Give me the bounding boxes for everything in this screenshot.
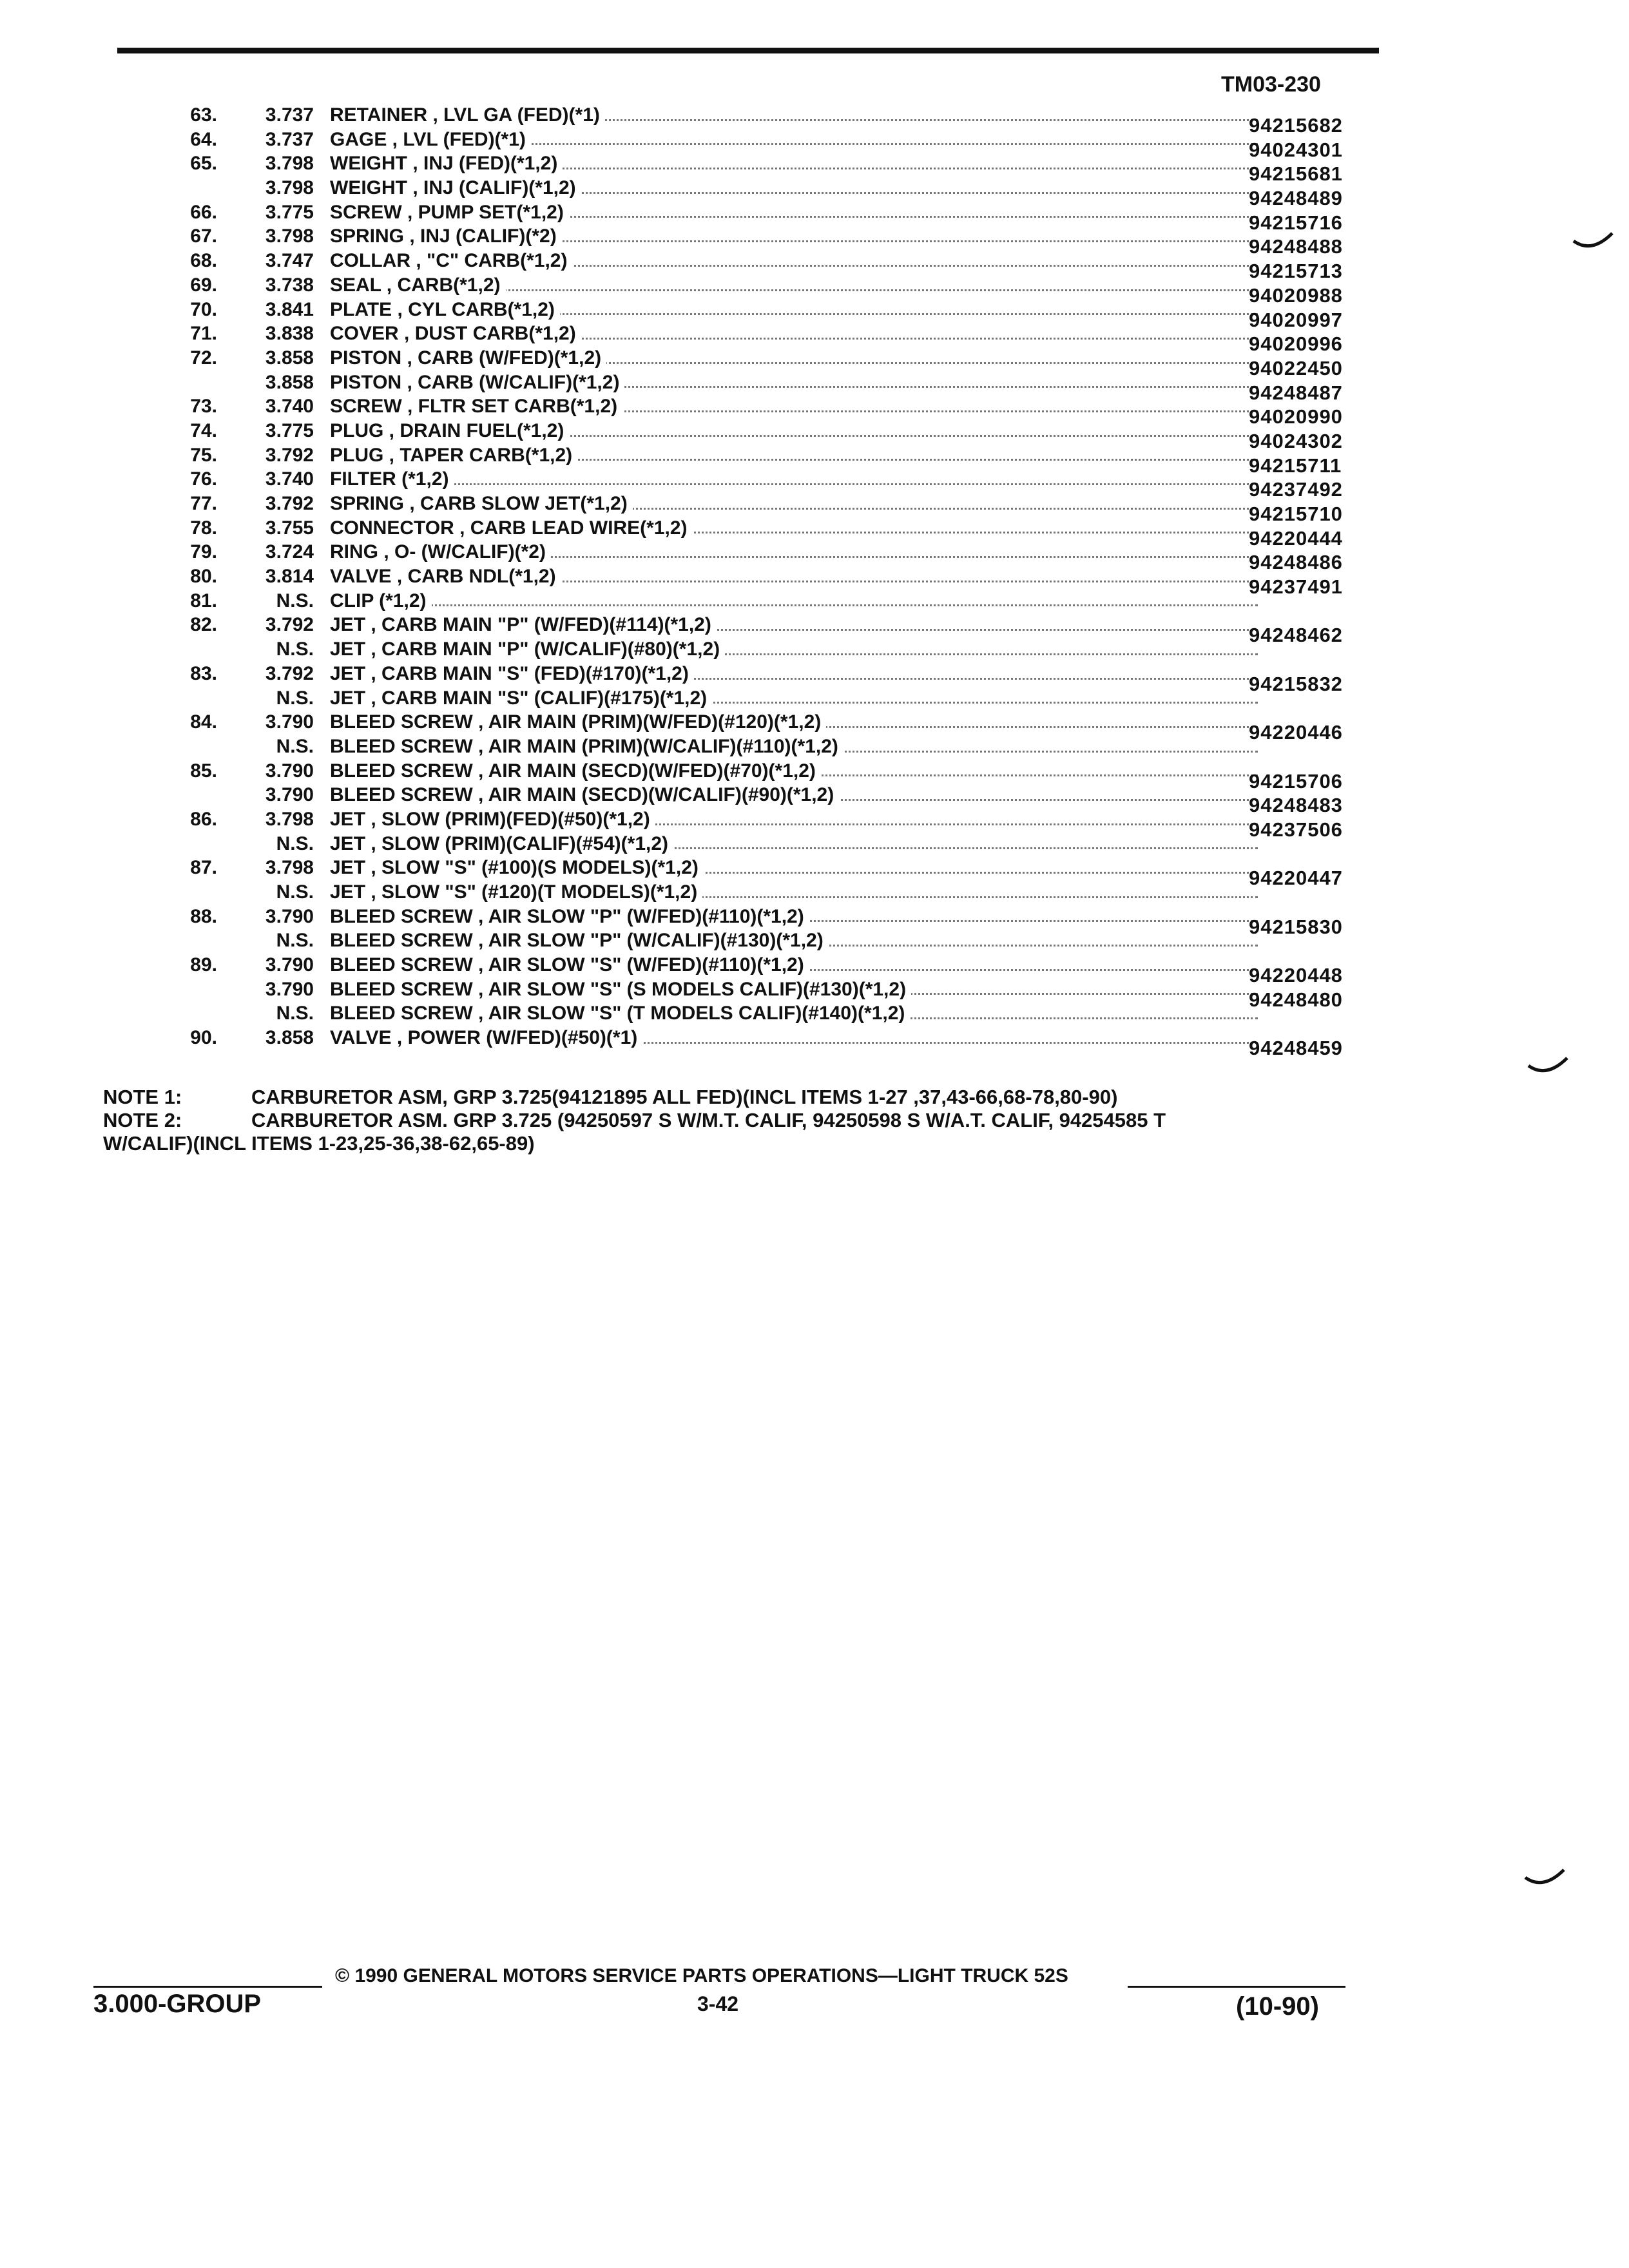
group-number: 3.790	[265, 905, 314, 927]
part-description	[330, 419, 1258, 443]
part-description	[330, 540, 1258, 564]
item-number: 67.	[190, 226, 217, 247]
table-row	[0, 807, 1629, 841]
part-description	[330, 370, 1258, 395]
group-number: 3.755	[265, 517, 314, 539]
group-number: 3.792	[265, 614, 314, 636]
part-description-text: JET , SLOW "S" (#100)(S MODELS)(*1,2)	[330, 857, 704, 878]
part-description-text: BLEED SCREW , AIR MAIN (PRIM)(W/FED)(#120)(*1,2)	[330, 711, 826, 733]
part-number: 94237506	[1249, 818, 1343, 841]
part-number: 94020996	[1249, 332, 1343, 356]
group-number: 3.775	[265, 419, 314, 441]
part-description	[330, 759, 1258, 783]
part-description-text: PLUG , DRAIN FUEL(*1,2)	[330, 420, 569, 441]
part-description-text: SPRING , INJ (CALIF)(*2)	[330, 226, 562, 247]
table-row	[0, 1026, 1629, 1060]
note-text: CARBURETOR ASM. GRP 3.725 (94250597 S W/M.T. CALIF, 94250598 S W/A.T. CALIF, 94254585 T	[251, 1109, 1166, 1131]
part-description	[330, 637, 1258, 662]
table-row	[0, 686, 1629, 711]
item-number: 73.	[190, 396, 217, 418]
item-number: 71.	[190, 323, 217, 345]
part-description-text: SEAL , CARB(*1,2)	[330, 274, 506, 296]
part-number: 94220447	[1249, 867, 1343, 890]
table-row	[0, 928, 1629, 953]
part-description-text: WEIGHT , INJ (CALIF)(*1,2)	[330, 177, 581, 198]
part-number: 94020997	[1249, 308, 1343, 331]
group-number: 3.738	[265, 274, 314, 296]
group-number: N.S.	[276, 735, 314, 757]
group-number: 3.724	[265, 541, 314, 563]
note-label: NOTE 2:	[103, 1109, 182, 1131]
part-number: 94220444	[1249, 526, 1343, 550]
part-description-text: RETAINER , LVL GA (FED)(*1)	[330, 104, 605, 126]
parts-list	[0, 103, 1629, 1060]
note-text: CARBURETOR ASM, GRP 3.725(94121895 ALL FED)(INCL ITEMS 1-27 ,37,43-66,68-78,80-90)	[251, 1086, 1118, 1108]
part-number: 94215710	[1249, 503, 1343, 525]
item-number: 75.	[190, 444, 217, 466]
part-description	[330, 103, 1258, 128]
group-number: 3.798	[265, 857, 314, 879]
group-number: N.S.	[276, 832, 314, 854]
part-number: 94248483	[1249, 794, 1343, 817]
part-description	[330, 200, 1258, 225]
part-description-text: JET , CARB MAIN "P" (W/FED)(#114)(*1,2)	[330, 614, 717, 635]
part-description-text: JET , SLOW (PRIM)(CALIF)(#54)(*1,2)	[330, 833, 673, 854]
part-number: 94215716	[1249, 211, 1343, 234]
group-number: 3.792	[265, 662, 314, 684]
item-number: 79.	[190, 541, 217, 563]
footer-copyright: © 1990 GENERAL MOTORS SERVICE PARTS OPERATIONS—LIGHT TRUCK 52S	[335, 1965, 1068, 1986]
part-description-text: VALVE , POWER (W/FED)(#50)(*1)	[330, 1027, 642, 1048]
item-number: 82.	[190, 614, 217, 636]
part-number: 94248459	[1249, 1037, 1343, 1060]
part-number: 94248489	[1249, 187, 1343, 210]
part-description	[330, 443, 1258, 468]
part-description	[330, 905, 1258, 929]
group-number: 3.737	[265, 104, 314, 126]
part-number: 94215706	[1249, 769, 1343, 793]
group-number: 3.790	[265, 954, 314, 976]
table-row	[0, 103, 1629, 137]
part-number: 94248486	[1249, 551, 1343, 574]
table-row	[0, 589, 1629, 613]
part-description-text: BLEED SCREW , AIR SLOW "P" (W/CALIF)(#130)(*1,2)	[330, 930, 829, 951]
part-description-text: JET , CARB MAIN "P" (W/CALIF)(#80)(*1,2)	[330, 639, 725, 660]
item-number: 84.	[190, 711, 217, 733]
part-description	[330, 928, 1258, 953]
part-number: 94248480	[1249, 988, 1343, 1011]
group-number: 3.737	[265, 128, 314, 150]
part-number: 94248488	[1249, 235, 1343, 258]
table-row	[0, 637, 1629, 662]
part-description	[330, 298, 1258, 322]
table-row	[0, 977, 1629, 1011]
table-row	[0, 224, 1629, 258]
item-number: 85.	[190, 760, 217, 782]
group-number: 3.798	[265, 177, 314, 199]
group-number: 3.792	[265, 493, 314, 514]
group-number: 3.740	[265, 468, 314, 490]
part-description-text: COVER , DUST CARB(*1,2)	[330, 323, 581, 344]
footer-rule-left	[93, 1986, 322, 1988]
part-description	[330, 176, 1258, 200]
table-row	[0, 759, 1629, 793]
item-number: 76.	[190, 468, 217, 490]
group-number: 3.798	[265, 153, 314, 175]
table-row	[0, 249, 1629, 283]
part-description	[330, 686, 1258, 711]
group-number: 3.814	[265, 566, 314, 588]
part-description-text: BLEED SCREW , AIR MAIN (PRIM)(W/CALIF)(#110)(*1,2)	[330, 736, 843, 757]
part-number: 94220448	[1249, 964, 1343, 987]
part-description-text: PLATE , CYL CARB(*1,2)	[330, 299, 560, 320]
part-description-text: JET , SLOW (PRIM)(FED)(#50)(*1,2)	[330, 809, 655, 830]
part-description-text: BLEED SCREW , AIR MAIN (SECD)(W/CALIF)(#90)(*1,2)	[330, 784, 839, 805]
part-description-text: CLIP (*1,2)	[330, 590, 432, 611]
part-description	[330, 710, 1258, 735]
group-number: N.S.	[276, 930, 314, 952]
table-row	[0, 346, 1629, 380]
part-description	[330, 856, 1258, 880]
footer-date: (10-90)	[1236, 1992, 1319, 2021]
item-number: 68.	[190, 250, 217, 272]
item-number: 90.	[190, 1027, 217, 1049]
part-number: 94020988	[1249, 284, 1343, 307]
table-row	[0, 1001, 1629, 1026]
table-row	[0, 419, 1629, 452]
item-number: 72.	[190, 347, 217, 369]
part-description-text: BLEED SCREW , AIR SLOW "S" (T MODELS CALIF)(#140)(*1,2)	[330, 1003, 910, 1024]
item-number: 87.	[190, 857, 217, 879]
part-description	[330, 492, 1258, 516]
table-row	[0, 710, 1629, 744]
part-description	[330, 832, 1258, 856]
part-description	[330, 128, 1258, 152]
group-number: 3.790	[265, 978, 314, 1000]
group-number: 3.798	[265, 808, 314, 830]
margin-check-mark	[1572, 232, 1614, 254]
part-description-text: SCREW , FLTR SET CARB(*1,2)	[330, 396, 622, 417]
group-number: 3.858	[265, 1027, 314, 1049]
document-id: TM03-230	[1221, 72, 1321, 97]
part-number: 94248462	[1249, 624, 1343, 647]
group-number: 3.740	[265, 396, 314, 418]
part-description	[330, 1001, 1258, 1026]
part-description	[330, 953, 1258, 977]
part-description	[330, 613, 1258, 637]
part-description	[330, 394, 1258, 419]
part-description	[330, 516, 1258, 541]
item-number: 66.	[190, 201, 217, 223]
group-number: 3.790	[265, 711, 314, 733]
item-number: 77.	[190, 493, 217, 514]
part-description-text: SCREW , PUMP SET(*1,2)	[330, 202, 569, 223]
table-row	[0, 176, 1629, 210]
group-number: 3.792	[265, 444, 314, 466]
item-number: 83.	[190, 662, 217, 684]
item-number: 88.	[190, 905, 217, 927]
group-number: 3.790	[265, 784, 314, 806]
table-row	[0, 370, 1629, 404]
group-number: N.S.	[276, 639, 314, 660]
group-number: N.S.	[276, 881, 314, 903]
part-description-text: BLEED SCREW , AIR SLOW "P" (W/FED)(#110)(*1,2)	[330, 906, 809, 927]
part-description-text: COLLAR , "C" CARB(*1,2)	[330, 250, 572, 271]
table-row	[0, 735, 1629, 759]
part-number: 94215711	[1249, 454, 1342, 477]
part-description	[330, 322, 1258, 346]
table-row	[0, 273, 1629, 307]
note	[103, 1109, 1166, 1132]
table-row	[0, 322, 1629, 356]
table-row	[0, 540, 1629, 574]
table-row	[0, 443, 1629, 477]
group-number: N.S.	[276, 1003, 314, 1024]
part-description-text: SPRING , CARB SLOW JET(*1,2)	[330, 493, 633, 514]
part-description	[330, 735, 1258, 759]
part-number: 94215832	[1249, 672, 1343, 695]
part-number: 94215830	[1249, 915, 1343, 938]
table-row	[0, 880, 1629, 905]
part-number: 94220446	[1249, 721, 1343, 744]
part-description	[330, 662, 1258, 686]
part-description-text: PISTON , CARB (W/FED)(*1,2)	[330, 347, 606, 369]
top-rule	[117, 48, 1379, 53]
part-description	[330, 1026, 1258, 1050]
part-description	[330, 151, 1258, 176]
part-description	[330, 346, 1258, 370]
part-description	[330, 273, 1258, 298]
table-row	[0, 151, 1629, 186]
item-number: 78.	[190, 517, 217, 539]
group-number: N.S.	[276, 590, 314, 611]
part-number: 94024301	[1249, 138, 1343, 161]
part-number: 94248487	[1249, 381, 1343, 404]
table-row	[0, 832, 1629, 856]
part-number: 94237491	[1249, 575, 1343, 599]
item-number: 80.	[190, 566, 217, 588]
notes-section	[103, 1086, 1166, 1155]
table-row	[0, 905, 1629, 938]
table-row	[0, 856, 1629, 890]
table-row	[0, 516, 1629, 550]
table-row	[0, 783, 1629, 817]
table-row	[0, 394, 1629, 428]
item-number: 63.	[190, 104, 217, 126]
item-number: 64.	[190, 128, 217, 150]
group-number: 3.747	[265, 250, 314, 272]
table-row	[0, 613, 1629, 647]
note-continuation: W/CALIF)(INCL ITEMS 1-23,25-36,38-62,65-89)	[103, 1132, 535, 1155]
part-description	[330, 467, 1258, 492]
part-number: 94024302	[1249, 429, 1343, 452]
item-number: 86.	[190, 808, 217, 830]
table-row	[0, 128, 1629, 161]
margin-check-mark	[1524, 1869, 1565, 1890]
table-row	[0, 200, 1629, 234]
table-row	[0, 298, 1629, 331]
part-description-text: BLEED SCREW , AIR SLOW "S" (W/FED)(#110)(*1,2)	[330, 954, 809, 975]
note-label: NOTE 1:	[103, 1086, 182, 1108]
part-description	[330, 224, 1258, 249]
note	[103, 1086, 1166, 1109]
item-number: 89.	[190, 954, 217, 976]
part-description	[330, 880, 1258, 905]
part-description	[330, 807, 1258, 832]
footer-rule-right	[1128, 1986, 1345, 1988]
part-description	[330, 783, 1258, 807]
part-number: 94020990	[1249, 405, 1343, 428]
item-number: 81.	[190, 590, 217, 611]
part-number: 94215713	[1249, 260, 1343, 283]
group-number: 3.858	[265, 371, 314, 393]
item-number: 70.	[190, 298, 217, 320]
group-number: 3.775	[265, 201, 314, 223]
group-number: 3.790	[265, 760, 314, 782]
part-description	[330, 249, 1258, 273]
margin-check-mark	[1527, 1057, 1568, 1079]
part-description-text: CONNECTOR , CARB LEAD WIRE(*1,2)	[330, 517, 692, 539]
group-number: 3.798	[265, 226, 314, 247]
table-row	[0, 467, 1629, 501]
part-description	[330, 977, 1258, 1002]
part-description-text: RING , O- (W/CALIF)(*2)	[330, 541, 551, 562]
part-description-text: VALVE , CARB NDL(*1,2)	[330, 566, 561, 587]
part-description-text: PISTON , CARB (W/CALIF)(*1,2)	[330, 372, 624, 393]
table-row	[0, 953, 1629, 987]
item-number: 69.	[190, 274, 217, 296]
group-number: N.S.	[276, 687, 314, 709]
part-description	[330, 589, 1258, 613]
part-description-text: BLEED SCREW , AIR MAIN (SECD)(W/FED)(#70)(*1,2)	[330, 760, 821, 782]
group-number: 3.841	[265, 298, 314, 320]
group-number: 3.838	[265, 323, 314, 345]
part-description	[330, 564, 1258, 589]
table-row	[0, 492, 1629, 525]
table-row	[0, 564, 1629, 599]
part-description-text: JET , SLOW "S" (#120)(T MODELS)(*1,2)	[330, 881, 702, 903]
part-number: 94215681	[1249, 162, 1343, 186]
part-description-text: GAGE , LVL (FED)(*1)	[330, 129, 531, 150]
part-description-text: PLUG , TAPER CARB(*1,2)	[330, 445, 577, 466]
part-description-text: JET , CARB MAIN "S" (CALIF)(#175)(*1,2)	[330, 687, 712, 709]
part-description-text: JET , CARB MAIN "S" (FED)(#170)(*1,2)	[330, 663, 694, 684]
table-row	[0, 662, 1629, 695]
part-number: 94237492	[1249, 478, 1343, 501]
footer-page-number: 3-42	[697, 1992, 739, 2015]
part-description-text: BLEED SCREW , AIR SLOW "S" (S MODELS CALIF)(#130)(*1,2)	[330, 979, 911, 1000]
item-number: 74.	[190, 419, 217, 441]
part-number: 94215682	[1249, 114, 1343, 137]
part-description-text: WEIGHT , INJ (FED)(*1,2)	[330, 153, 563, 174]
group-number: 3.858	[265, 347, 314, 369]
part-description-text: FILTER (*1,2)	[330, 468, 454, 490]
part-number: 94022450	[1249, 356, 1343, 380]
item-number: 65.	[190, 153, 217, 175]
footer-group: 3.000-GROUP	[93, 1990, 262, 2018]
